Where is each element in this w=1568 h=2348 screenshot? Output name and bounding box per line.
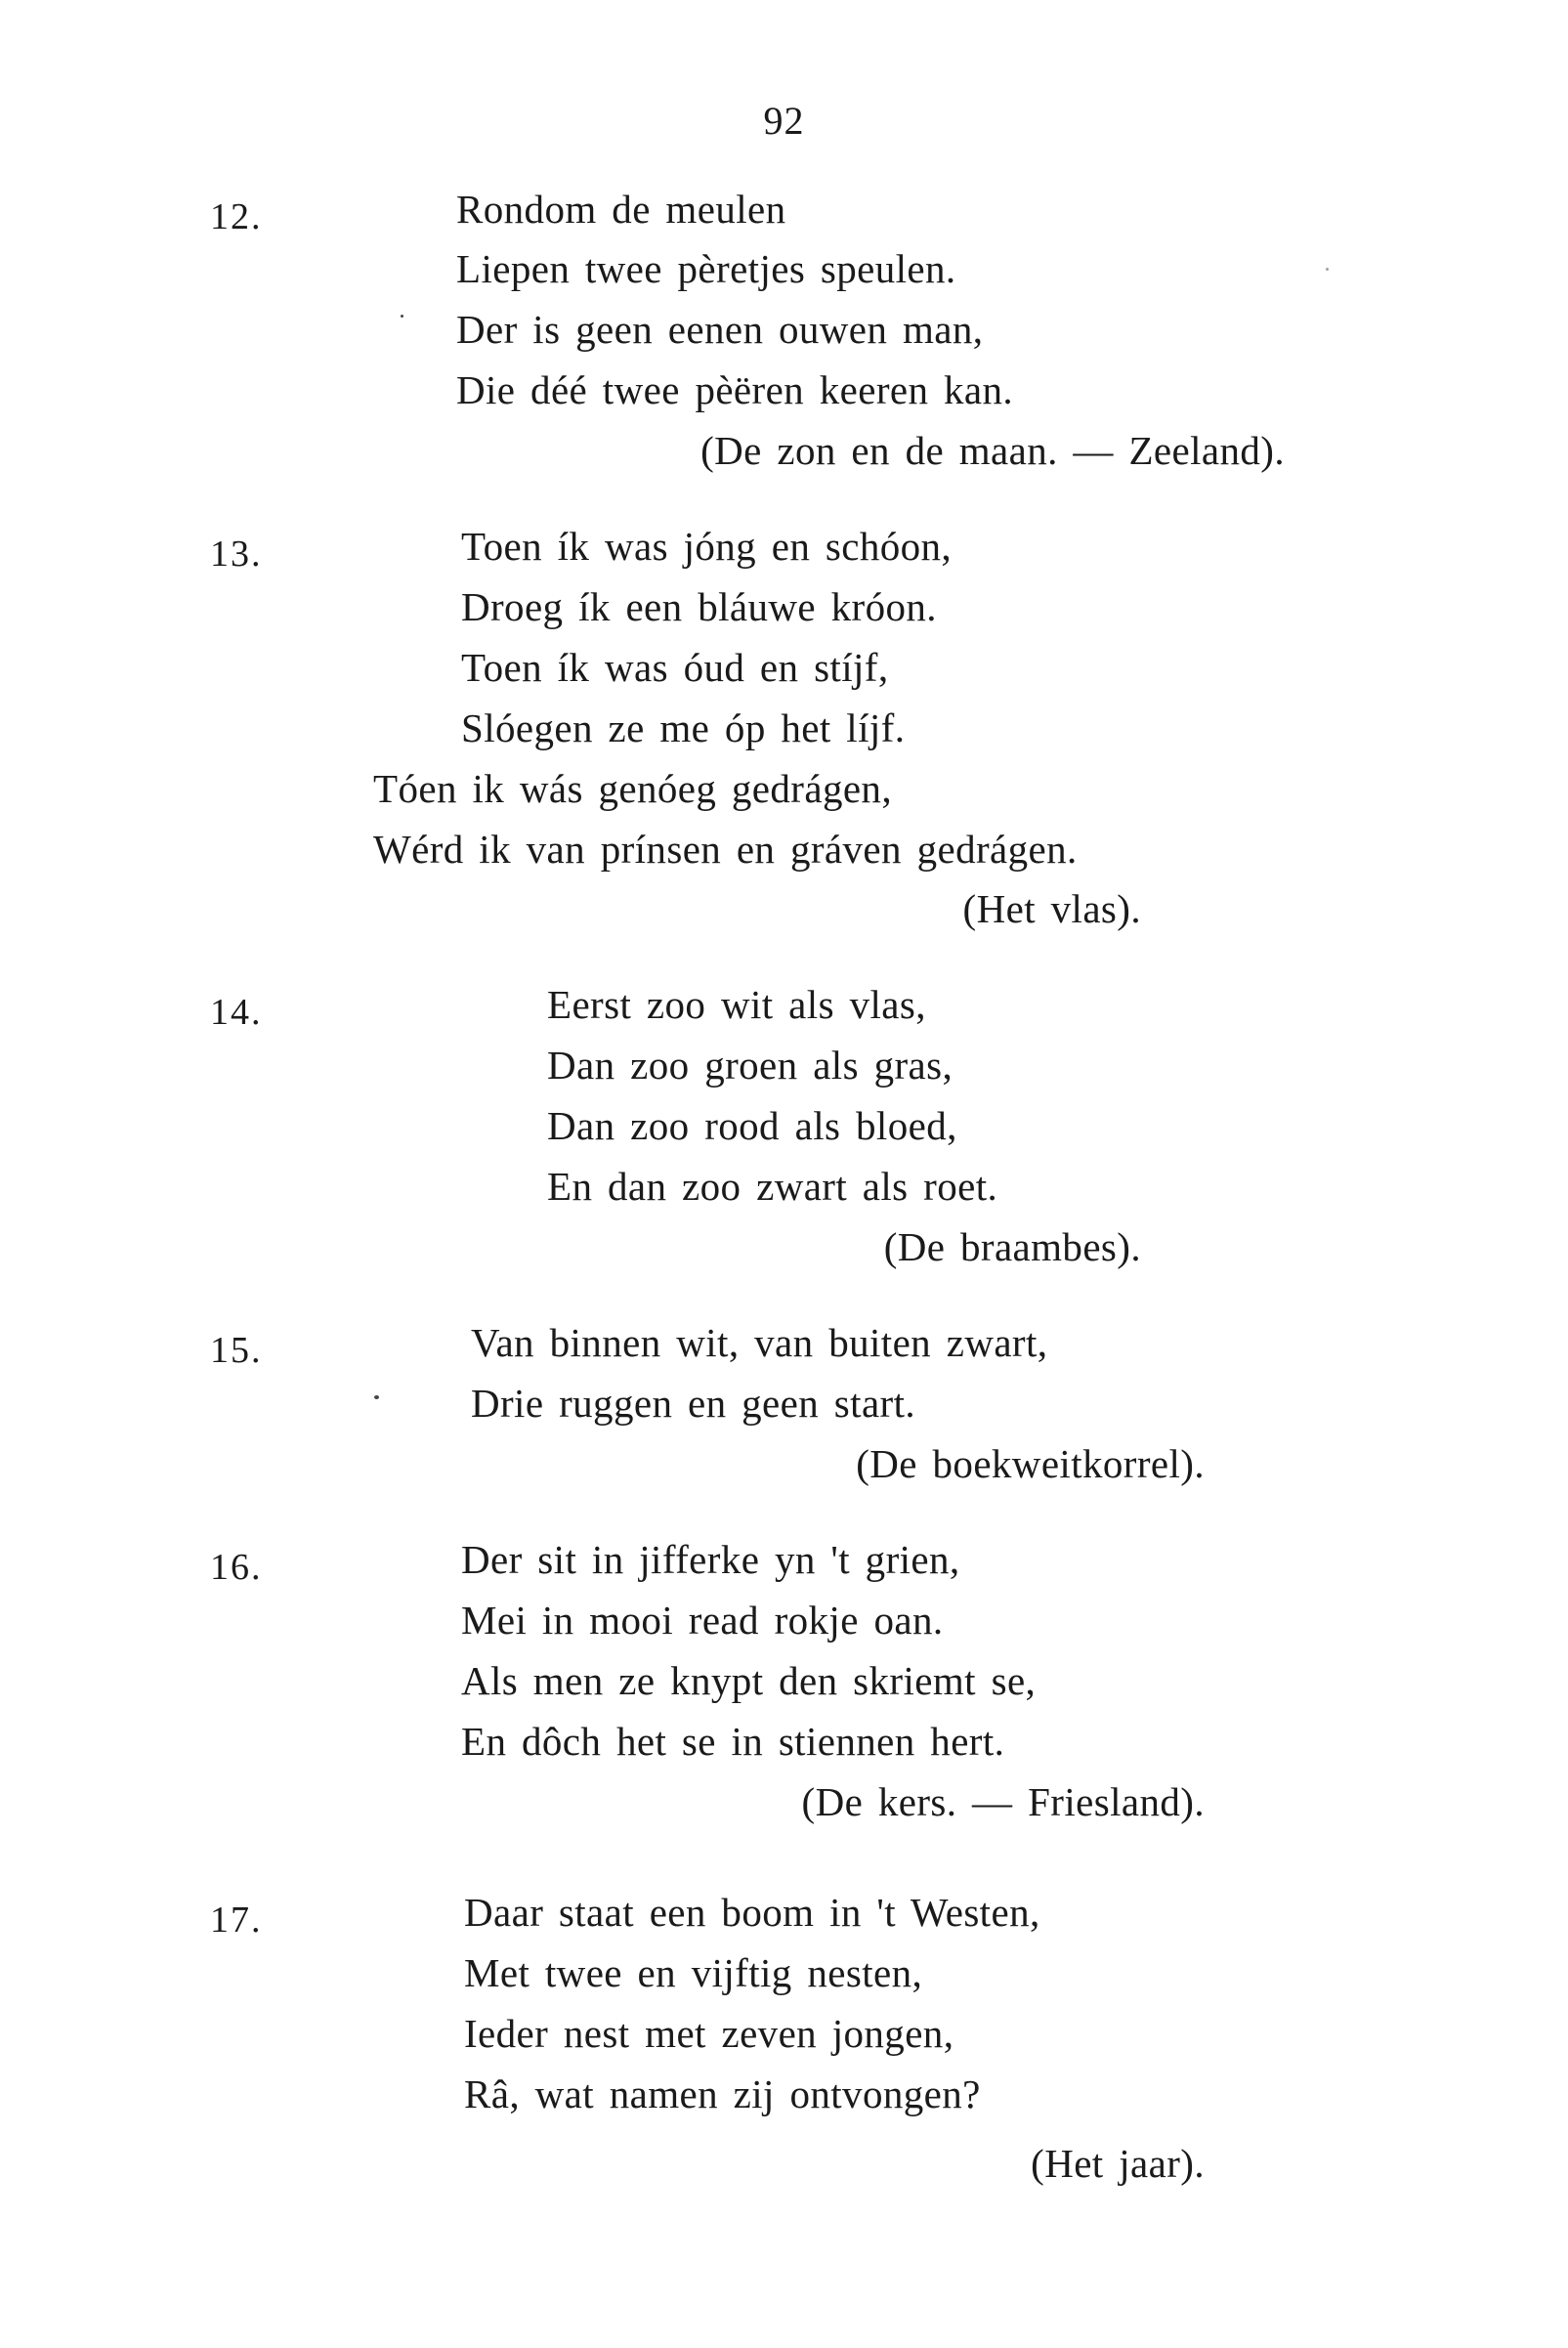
verse-line: Slóegen ze me óp het líjf.: [461, 705, 906, 750]
verse-line: Der is geen eenen ouwen man,: [456, 307, 984, 352]
verse-line: Van binnen wit, van buiten zwart,: [471, 1320, 1048, 1365]
page-number: 92: [763, 99, 805, 143]
riddle-answer: (De braambes).: [883, 1224, 1141, 1269]
riddle-answer: (De kers. — Friesland).: [801, 1779, 1205, 1824]
verse-line: Toen ík was jóng en schóon,: [461, 524, 953, 569]
riddle-number: 16.: [210, 1547, 263, 1588]
verse-line: Die déé twee pèëren keeren kan.: [456, 367, 1014, 412]
verse-line: Wérd ik van prínsen en gráven gedrágen.: [373, 827, 1078, 872]
riddle-answer: (Het vlas).: [962, 886, 1141, 931]
verse-line: Ieder nest met zeven jongen,: [464, 2011, 954, 2056]
verse-line: Râ, wat namen zij ontvongen?: [464, 2071, 981, 2116]
riddle-number: 17.: [210, 1900, 263, 1941]
scan-speck: [1326, 268, 1329, 271]
riddle-answer: (Het jaar).: [1031, 2141, 1205, 2186]
riddle-number: 13.: [210, 534, 263, 575]
verse-line: Rondom de meulen: [456, 187, 786, 232]
verse-line: Daar staat een boom in 't Westen,: [464, 1890, 1040, 1935]
verse-line: Dan zoo groen als gras,: [547, 1043, 954, 1088]
scan-speck: [401, 315, 403, 318]
verse-line: Liepen twee pèretjes speulen.: [456, 246, 956, 291]
verse-line: Dan zoo rood als bloed,: [547, 1103, 957, 1148]
verse-line: En dan zoo zwart als roet.: [547, 1164, 998, 1209]
verse-line: Der sit in jifferke yn 't grien,: [461, 1537, 960, 1582]
riddle-number: 12.: [210, 196, 263, 237]
scan-speck: [374, 1395, 379, 1399]
riddle-number: 14.: [210, 992, 263, 1033]
riddle-answer: (De boekweitkorrel).: [856, 1441, 1205, 1486]
verse-line: Mei in mooi read rokje oan.: [461, 1598, 944, 1643]
verse-line: Als men ze knypt den skriemt se,: [461, 1658, 1037, 1703]
verse-line: Eerst zoo wit als vlas,: [547, 982, 926, 1027]
verse-line: Drie ruggen en geen start.: [471, 1381, 916, 1426]
riddle-answer: (De zon en de maan. — Zeeland).: [700, 428, 1285, 473]
verse-line: Met twee en vijftig nesten,: [464, 1950, 923, 1995]
verse-line: Tóen ik wás genóeg gedrágen,: [373, 766, 892, 811]
verse-line: Toen ík was óud en stíjf,: [461, 645, 889, 690]
riddle-number: 15.: [210, 1330, 263, 1371]
verse-line: En dôch het se in stiennen hert.: [461, 1719, 1005, 1764]
verse-line: Droeg ík een bláuwe króon.: [461, 584, 937, 629]
